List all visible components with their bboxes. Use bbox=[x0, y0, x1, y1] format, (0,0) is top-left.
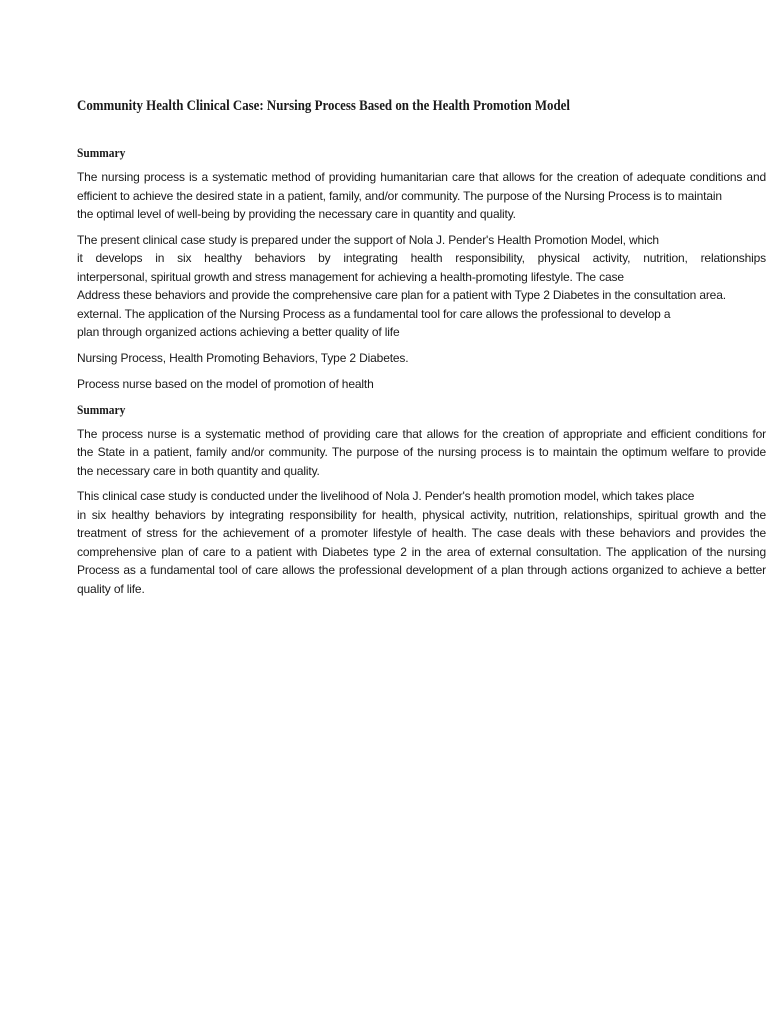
summary-paragraph-4 bbox=[77, 487, 766, 598]
paragraph-line: the optimal level of well-being by providing the necessary care in quantity and quality. bbox=[77, 207, 516, 221]
summary-heading: Summary bbox=[77, 145, 126, 160]
paragraph-line: The present clinical case study is prepared under the support of Nola J. Pender's Health Promotion Model, which bbox=[77, 232, 659, 247]
summary-paragraph-3 bbox=[77, 425, 766, 481]
paragraph-line: external. The application of the Nursing Process as a fundamental tool for care allows the professional to develop a bbox=[77, 306, 671, 321]
paragraph-line: This clinical case study is conducted under the livelihood of Nola J. Pender's health promotion model, which takes place bbox=[77, 489, 695, 503]
paragraph-line: Process as a fundamental tool of care allows the professional development of a plan through actions organized to achieve a better bbox=[77, 563, 766, 577]
paragraph-line: treatment of stress for the achievement of a promoter lifestyle of health. The case deals with these behaviors and provides the bbox=[77, 526, 766, 540]
summary-paragraph-1 bbox=[77, 168, 766, 224]
paragraph-line: Address these behaviors and provide the comprehensive care plan for a patient with Type 2 Diabetes in the consultation area. bbox=[77, 288, 726, 302]
paragraph-line: plan through organized actions achieving a better quality of life bbox=[77, 325, 400, 339]
paragraph-line: quality of life. bbox=[77, 581, 145, 596]
paragraph-line: interpersonal, spiritual growth and stress management for achieving a health-promoting lifestyle. The case bbox=[77, 269, 624, 284]
paragraph-line: the necessary care in both quantity and quality. bbox=[77, 463, 320, 478]
paragraph-line: in six healthy behaviors by integrating responsibility for health, physical activity, nutrition, relationships, spiritual growth and the bbox=[77, 507, 766, 522]
summary-paragraph-2 bbox=[77, 231, 766, 342]
document-title: Community Health Clinical Case: Nursing Process Based on the Health Promotion Model bbox=[77, 98, 570, 114]
paragraph-line: The process nurse is a systematic method of providing care that allows for the creation of appropriate and efficient conditions for bbox=[77, 426, 766, 441]
keywords: Nursing Process, Health Promoting Behaviors, Type 2 Diabetes. bbox=[77, 350, 409, 365]
summary-heading-english: Summary bbox=[77, 401, 126, 417]
paragraph-line: it develops in six healthy behaviors by integrating health responsibility, physical activity, nutrition, relationships bbox=[77, 251, 766, 265]
paragraph-line: The nursing process is a systematic method of providing humanitarian care that allows for the creation of adequate conditions and bbox=[77, 170, 766, 184]
paragraph-line: efficient to achieve the desired state in a patient, family, and/or community. The purpose of the Nursing Process is to maintain bbox=[77, 188, 722, 203]
paragraph-line: comprehensive plan of care to a patient with Diabetes type 2 in the area of external consultation. The application of the nursing bbox=[77, 544, 766, 559]
paragraph-line: the State in a patient, family and/or community. The purpose of the nursing process is to maintain the optimum welfare to provide bbox=[77, 445, 766, 459]
english-title: Process nurse based on the model of promotion of health bbox=[77, 376, 374, 391]
